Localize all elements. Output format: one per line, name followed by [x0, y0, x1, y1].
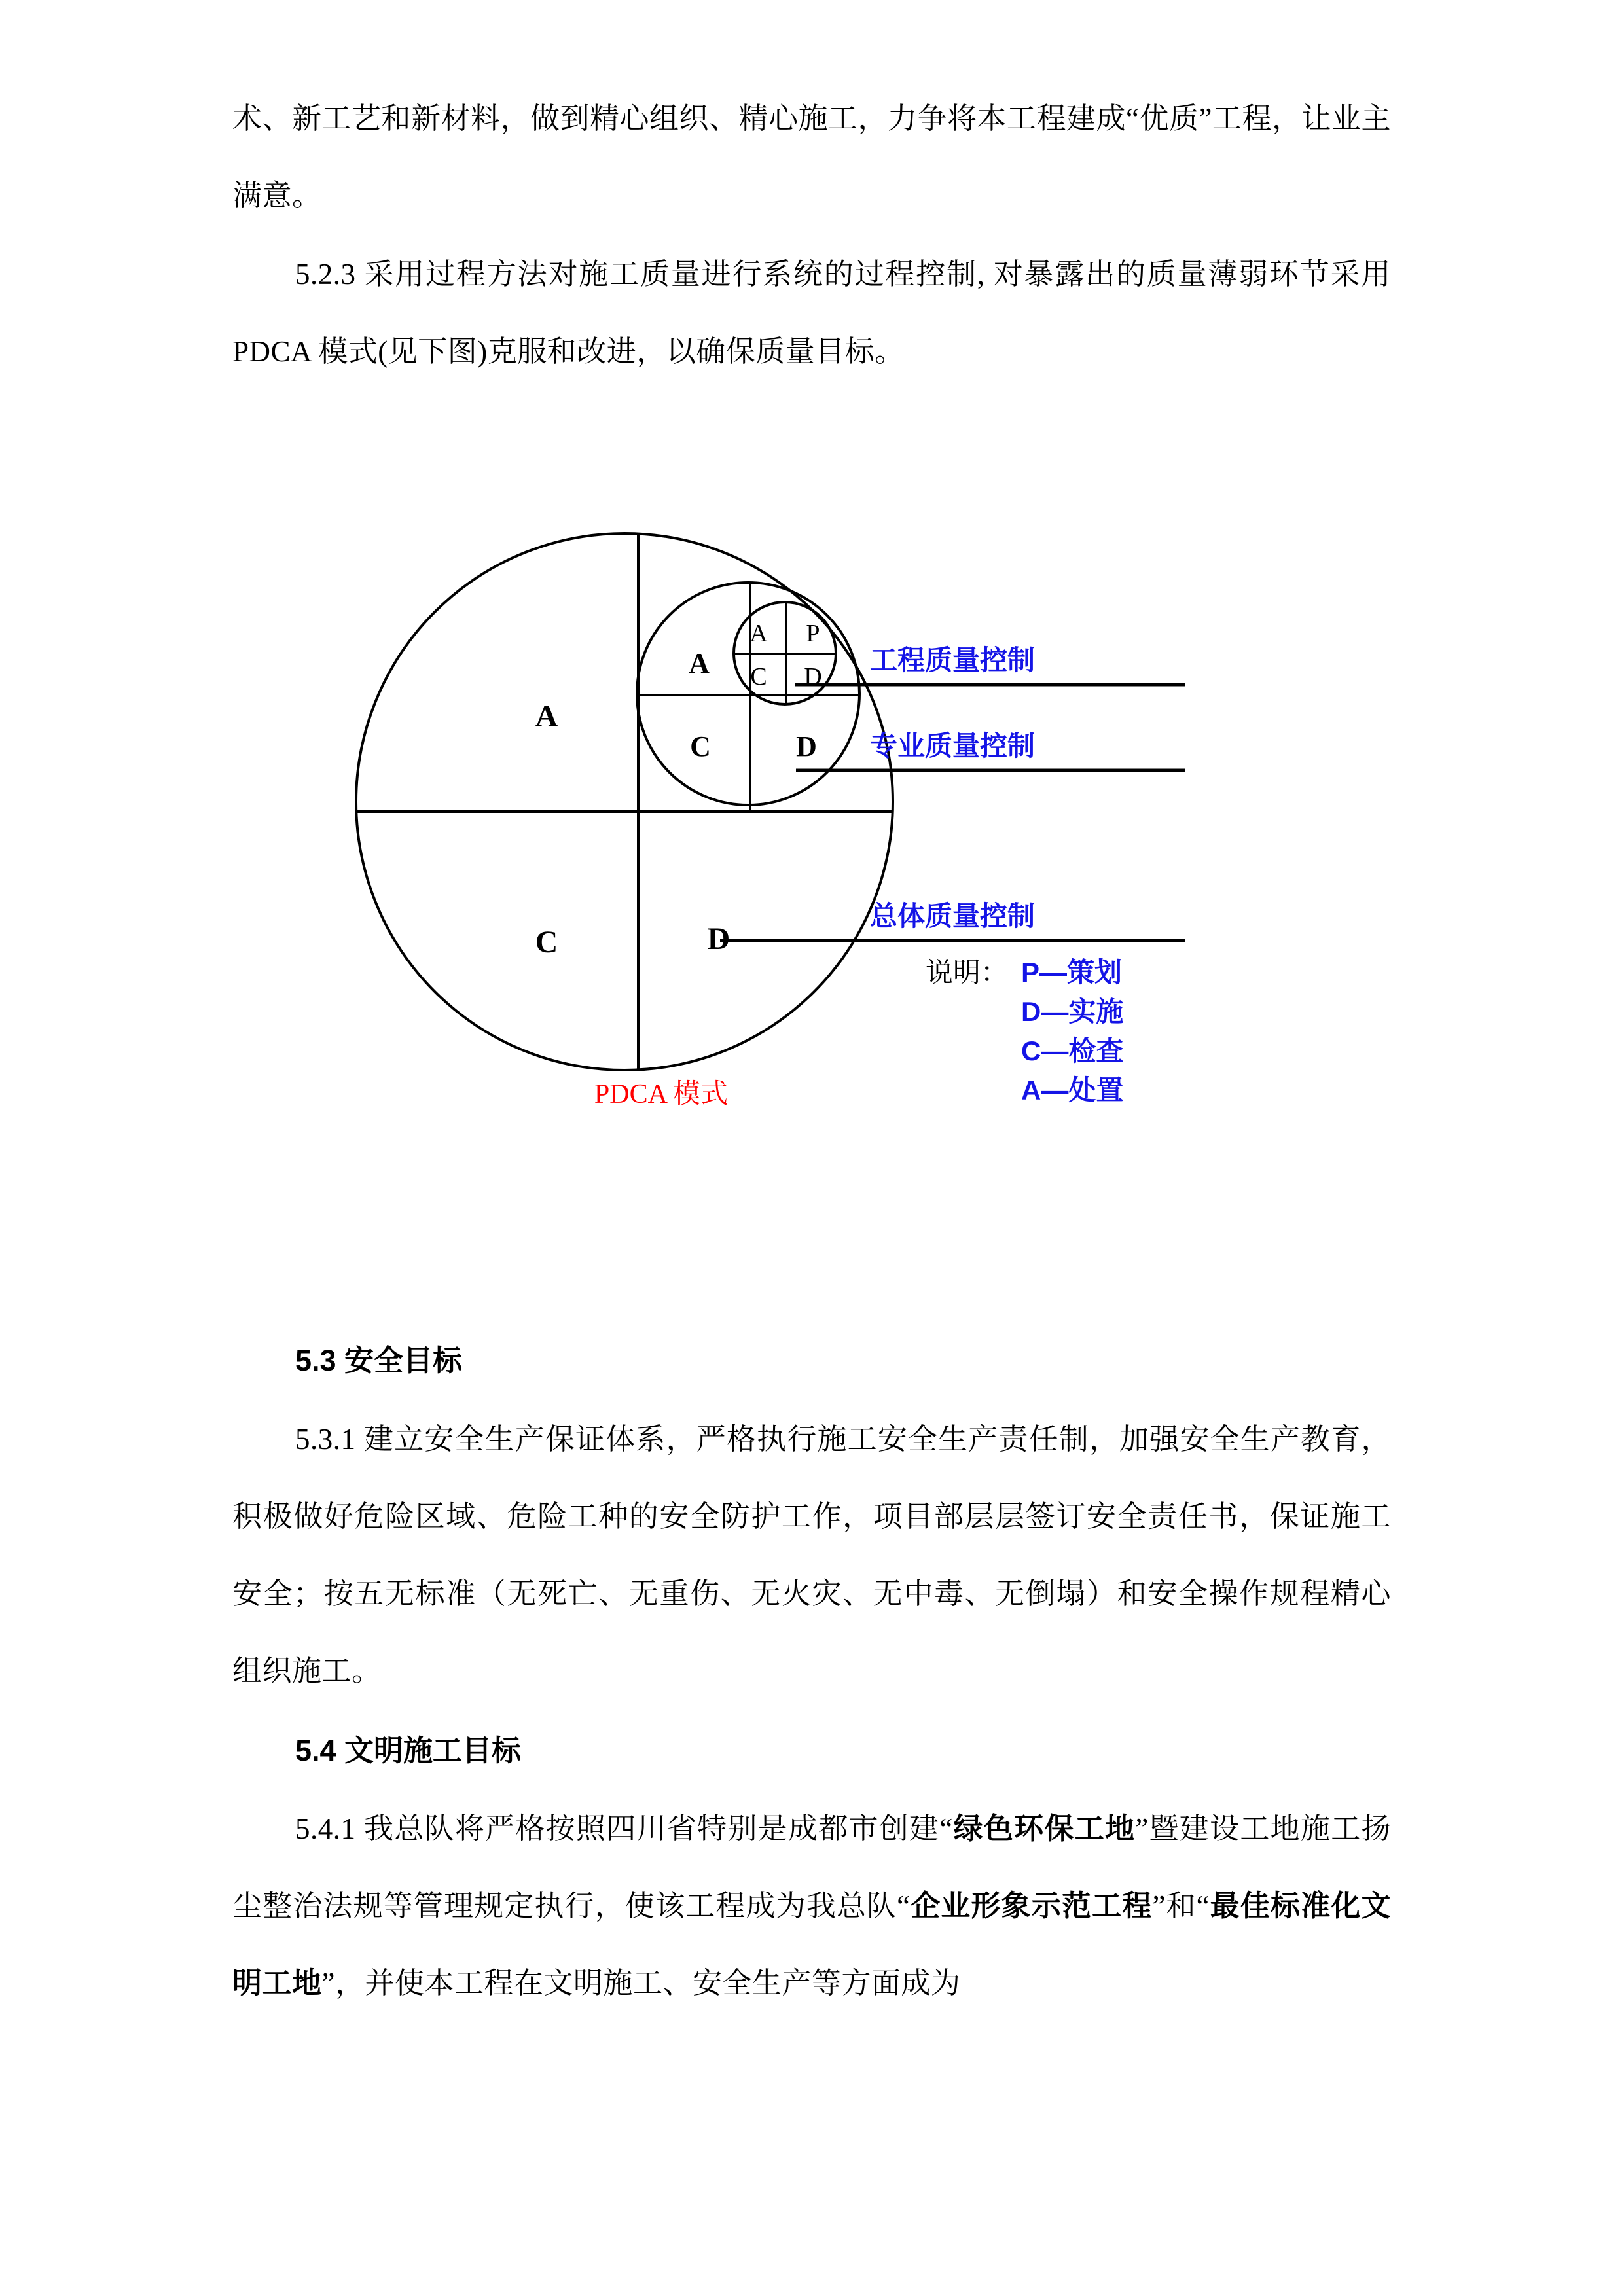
legend-entry-A: A—处置: [1021, 1075, 1124, 1105]
paragraph-block-continuation: [232, 80, 1391, 234]
paragraph-531: 5.3.1 建立安全生产保证体系，严格执行施工安全生产责任制，加强安全生产教育，积极做好危险区域、危险工种的安全防护工作，项目部层层签订安全责任书，保证施工安全；按五无标准（无死亡、无重伤、无火灾、无中毒、无倒塌）和安全操作规程精心组织施工。: [232, 1423, 1391, 1687]
inner-label-D: D: [804, 663, 822, 691]
p541-mid2: ”和“: [1152, 1890, 1210, 1922]
p541-bold-corporate-image: 企业形象示范工程: [910, 1890, 1153, 1922]
outer-circle: [356, 533, 893, 1070]
paragraph-523: 5.2.3 采用过程方法对施工质量进行系统的过程控制, 对暴露出的质量薄弱环节采用 PDCA 模式(见下图)克服和改进，以确保质量目标。: [232, 258, 1391, 368]
p541-suffix: ”，并使本工程在文明施工、安全生产等方面成为: [321, 1967, 961, 2000]
paragraph-continuation: 术、新工艺和新材料，做到精心组织、精心施工，力争将本工程建成“优质”工程，让业主满意。: [232, 102, 1391, 212]
inner-label-C: C: [750, 663, 767, 691]
heading-block-54: [232, 1712, 1391, 1789]
heading-53: 5.3 安全目标: [295, 1344, 463, 1377]
label-engineering-quality-control: 工程质量控制: [869, 645, 1036, 675]
label-professional-quality-control: 专业质量控制: [869, 730, 1036, 761]
paragraph-block-523: [232, 236, 1391, 390]
outer-label-A: A: [535, 699, 558, 734]
legend-entry-P: P—策划: [1021, 957, 1123, 988]
p541-bold-best-standard-site: 最佳标准化文明工地: [232, 1890, 1391, 2000]
outer-label-C: C: [535, 925, 558, 960]
p541-bold-green-site: 绿色环保工地: [952, 1812, 1136, 1845]
inner-label-P: P: [806, 620, 820, 647]
legend-entry-C: C—检查: [1021, 1035, 1124, 1066]
legend-title: 说明：: [925, 958, 1008, 988]
label-overall-quality-control: 总体质量控制: [869, 901, 1036, 931]
paragraph-block-541: [232, 1790, 1391, 2022]
inner-label-A: A: [749, 620, 768, 647]
p541-prefix: 5.4.1 我总队将严格按照四川省特别是成都市创建“: [295, 1812, 953, 1845]
figure-caption: PDCA 模式: [594, 1079, 729, 1109]
middle-label-D: D: [796, 730, 817, 762]
legend-entry-D: D—实施: [1021, 996, 1124, 1027]
paragraph-block-531: [232, 1401, 1391, 1710]
outer-label-D: D: [707, 922, 731, 956]
middle-label-C: C: [690, 730, 711, 762]
heading-54: 5.4 文明施工目标: [295, 1734, 522, 1767]
pdca-figure: [314, 517, 1244, 1185]
paragraph-541: [232, 1790, 1391, 2022]
heading-block-53: [232, 1322, 1391, 1399]
p541-mid1: ”暨建设工地施工扬尘整治法规等管理规定执行，使该工程成为我总队“: [232, 1812, 1391, 1922]
middle-label-A: A: [689, 647, 710, 679]
